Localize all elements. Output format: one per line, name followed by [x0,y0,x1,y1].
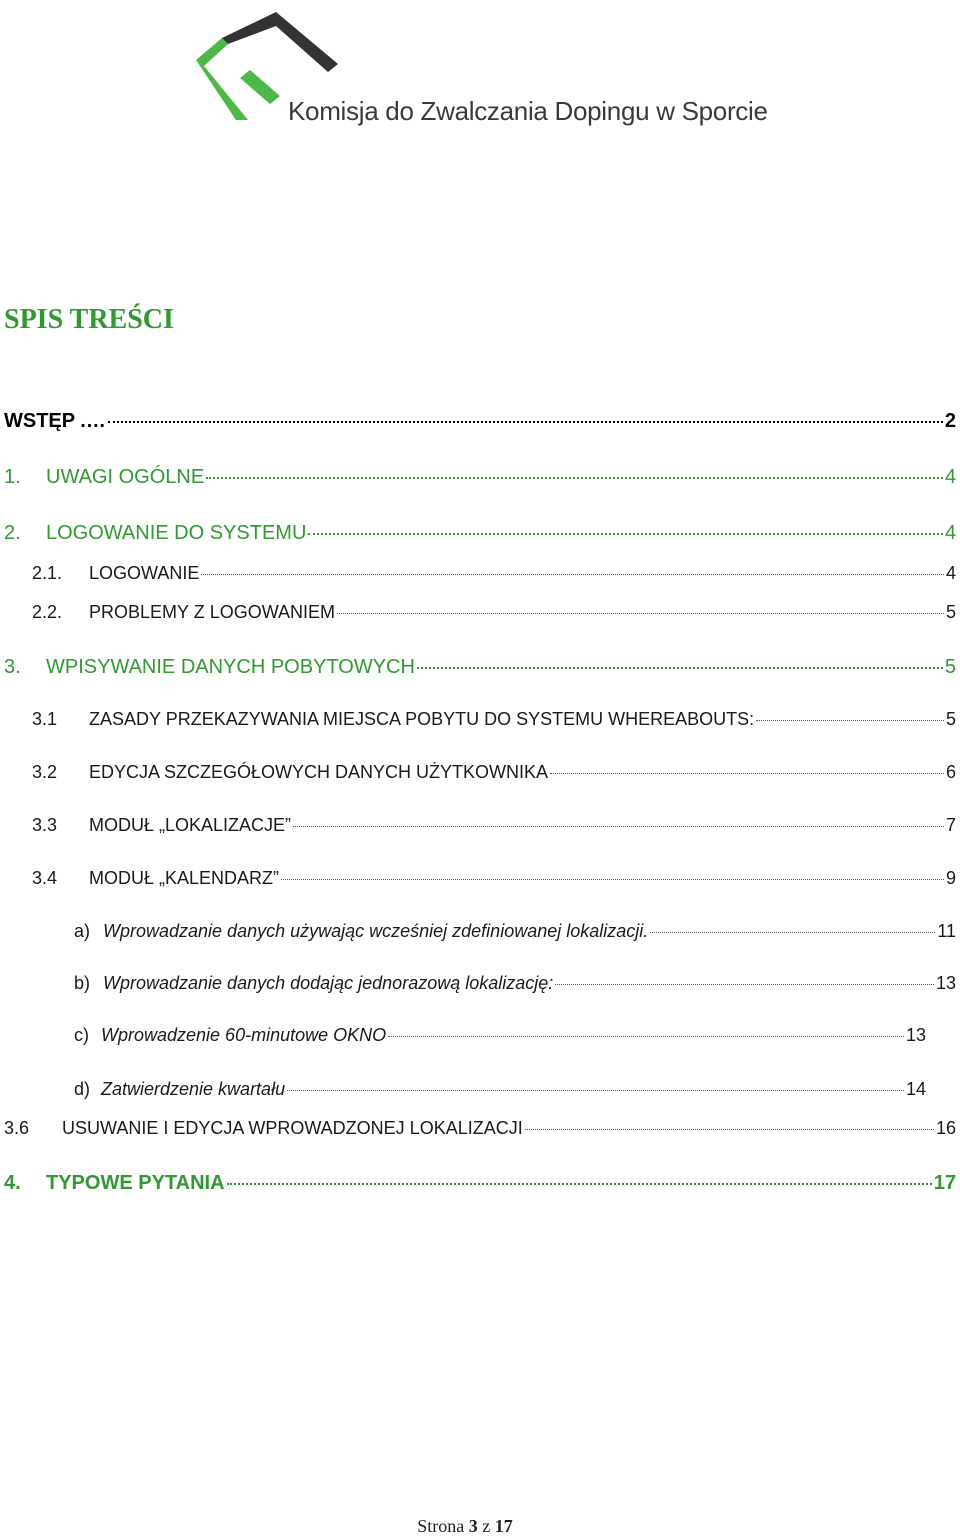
toc-entry-3-3[interactable] [32,815,956,841]
toc-leader-dots [201,574,944,575]
toc-leader-dots [756,720,944,721]
footer-total-pages: 17 [494,1516,513,1536]
toc-entry-label: MODUŁ „KALENDARZ” [89,868,280,888]
toc-entry-label: WPISYWANIE DANYCH POBYTOWYCH [46,656,415,678]
toc-entry-number: 3.4 [32,868,58,888]
toc-page-number: 7 [945,815,956,835]
toc-entry-2-2[interactable] [32,602,956,628]
toc-page-number: 6 [945,762,956,782]
toc-entry-3-4-a[interactable] [74,921,956,947]
logo-text: Komisja do Zwalczania Dopingu w Sporcie [288,96,768,126]
toc-title: SPIS TREŚCI [4,304,174,335]
toc-page-number: 13 [935,973,956,993]
toc-leader-dots [293,826,944,827]
toc-leader-dots [308,533,942,535]
toc-entry-label: USUWANIE I EDYCJA WPROWADZONEJ LOKALIZACJI [62,1118,523,1138]
footer-separator: z [482,1516,491,1536]
toc-entry-label: EDYCJA SZCZEGÓŁOWYCH DANYCH UŻYTKOWNIKA [89,762,549,782]
toc-entry-2[interactable] [4,522,956,548]
toc-entry-number: a) [74,921,91,941]
toc-entry-number: b) [74,973,91,993]
toc-entry-label: TYPOWE PYTANIA [46,1172,225,1194]
toc-leader-dots [287,1090,904,1091]
toc-entry-label: Wprowadzenie 60-minutowe OKNO [101,1025,387,1045]
toc-leader-dots [650,932,935,933]
toc-page-number: 5 [945,709,956,729]
toc-entry-3-6[interactable] [4,1118,956,1144]
toc-leader-dots [206,477,943,479]
footer-current-page: 3 [468,1516,478,1536]
toc-entry-label: PROBLEMY Z LOGOWANIEM [89,602,336,622]
toc-page-number: 4 [944,466,956,488]
toc-page-number: 5 [944,656,956,678]
toc-leader-dots [555,984,934,985]
toc-entry-3-1[interactable] [32,709,956,735]
toc-entry-label: LOGOWANIE [89,563,200,583]
toc-entry-3[interactable] [4,656,956,682]
toc-page-number: 13 [905,1025,926,1045]
toc-leader-dots [550,773,944,774]
toc-entry-2-1[interactable] [32,563,956,589]
footer-prefix: Strona [417,1516,465,1536]
toc-page-number: 2 [944,410,956,432]
toc-entry-label: Zatwierdzenie kwartału [101,1079,286,1099]
toc-entry-number: 3.1 [32,709,58,729]
toc-entry-label: ZASADY PRZEKAZYWANIA MIEJSCA POBYTU DO SYSTEMU WHEREABOUTS: [89,709,755,729]
toc-entry-3-4-c[interactable] [74,1025,926,1051]
toc-leader-dots [281,879,944,880]
toc-leader-dots [337,613,944,614]
toc-page-number: 17 [933,1172,956,1194]
toc-entry-4[interactable] [4,1172,956,1198]
toc-entry-label: Wprowadzanie danych używając wcześniej zdefiniowanej lokalizacji. [103,921,649,941]
toc-leader-dots [525,1129,934,1130]
toc-entry-wstep[interactable] [4,410,956,436]
toc-entry-label: MODUŁ „LOKALIZACJE” [89,815,292,835]
toc-leader-dots [227,1183,932,1185]
toc-page-number: 16 [935,1118,956,1138]
toc-entry-number: 3.3 [32,815,58,835]
toc-entry-number: 2.1. [32,563,63,583]
toc-entry-label: UWAGI OGÓLNE [46,466,205,488]
toc-entry-3-4-d[interactable] [74,1079,926,1105]
toc-entry-label: WSTĘP .… [4,410,106,432]
toc-page-number: 4 [944,522,956,544]
toc-entry-number: 3.6 [4,1118,30,1138]
toc-entry-number: 2.2. [32,602,63,622]
toc-entry-number: d) [74,1079,91,1099]
toc-entry-3-4-b[interactable] [74,973,956,999]
toc-leader-dots [108,421,943,423]
toc-entry-number: c) [74,1025,89,1045]
toc-page-number: 5 [945,602,956,622]
toc-entry-label: LOGOWANIE DO SYSTEMU [46,522,307,544]
toc-page-number: 11 [937,921,956,941]
toc-entry-1[interactable] [4,466,956,492]
toc-page-number: 4 [945,563,956,583]
toc-entry-number: 4. [4,1172,21,1194]
toc-leader-dots [388,1036,904,1037]
toc-page-number: 14 [905,1079,926,1099]
toc-entry-number: 1. [4,466,21,488]
toc-entry-number: 2. [4,522,21,544]
toc-entry-3-2[interactable] [32,762,956,788]
toc-entry-number: 3.2 [32,762,58,782]
toc-page-number: 9 [945,868,956,888]
toc-leader-dots [417,667,943,669]
toc-entry-label: Wprowadzanie danych dodając jednorazową lokalizację: [103,973,554,993]
logo [188,8,788,138]
toc-entry-number: 3. [4,656,21,678]
toc-entry-3-4[interactable] [32,868,956,894]
